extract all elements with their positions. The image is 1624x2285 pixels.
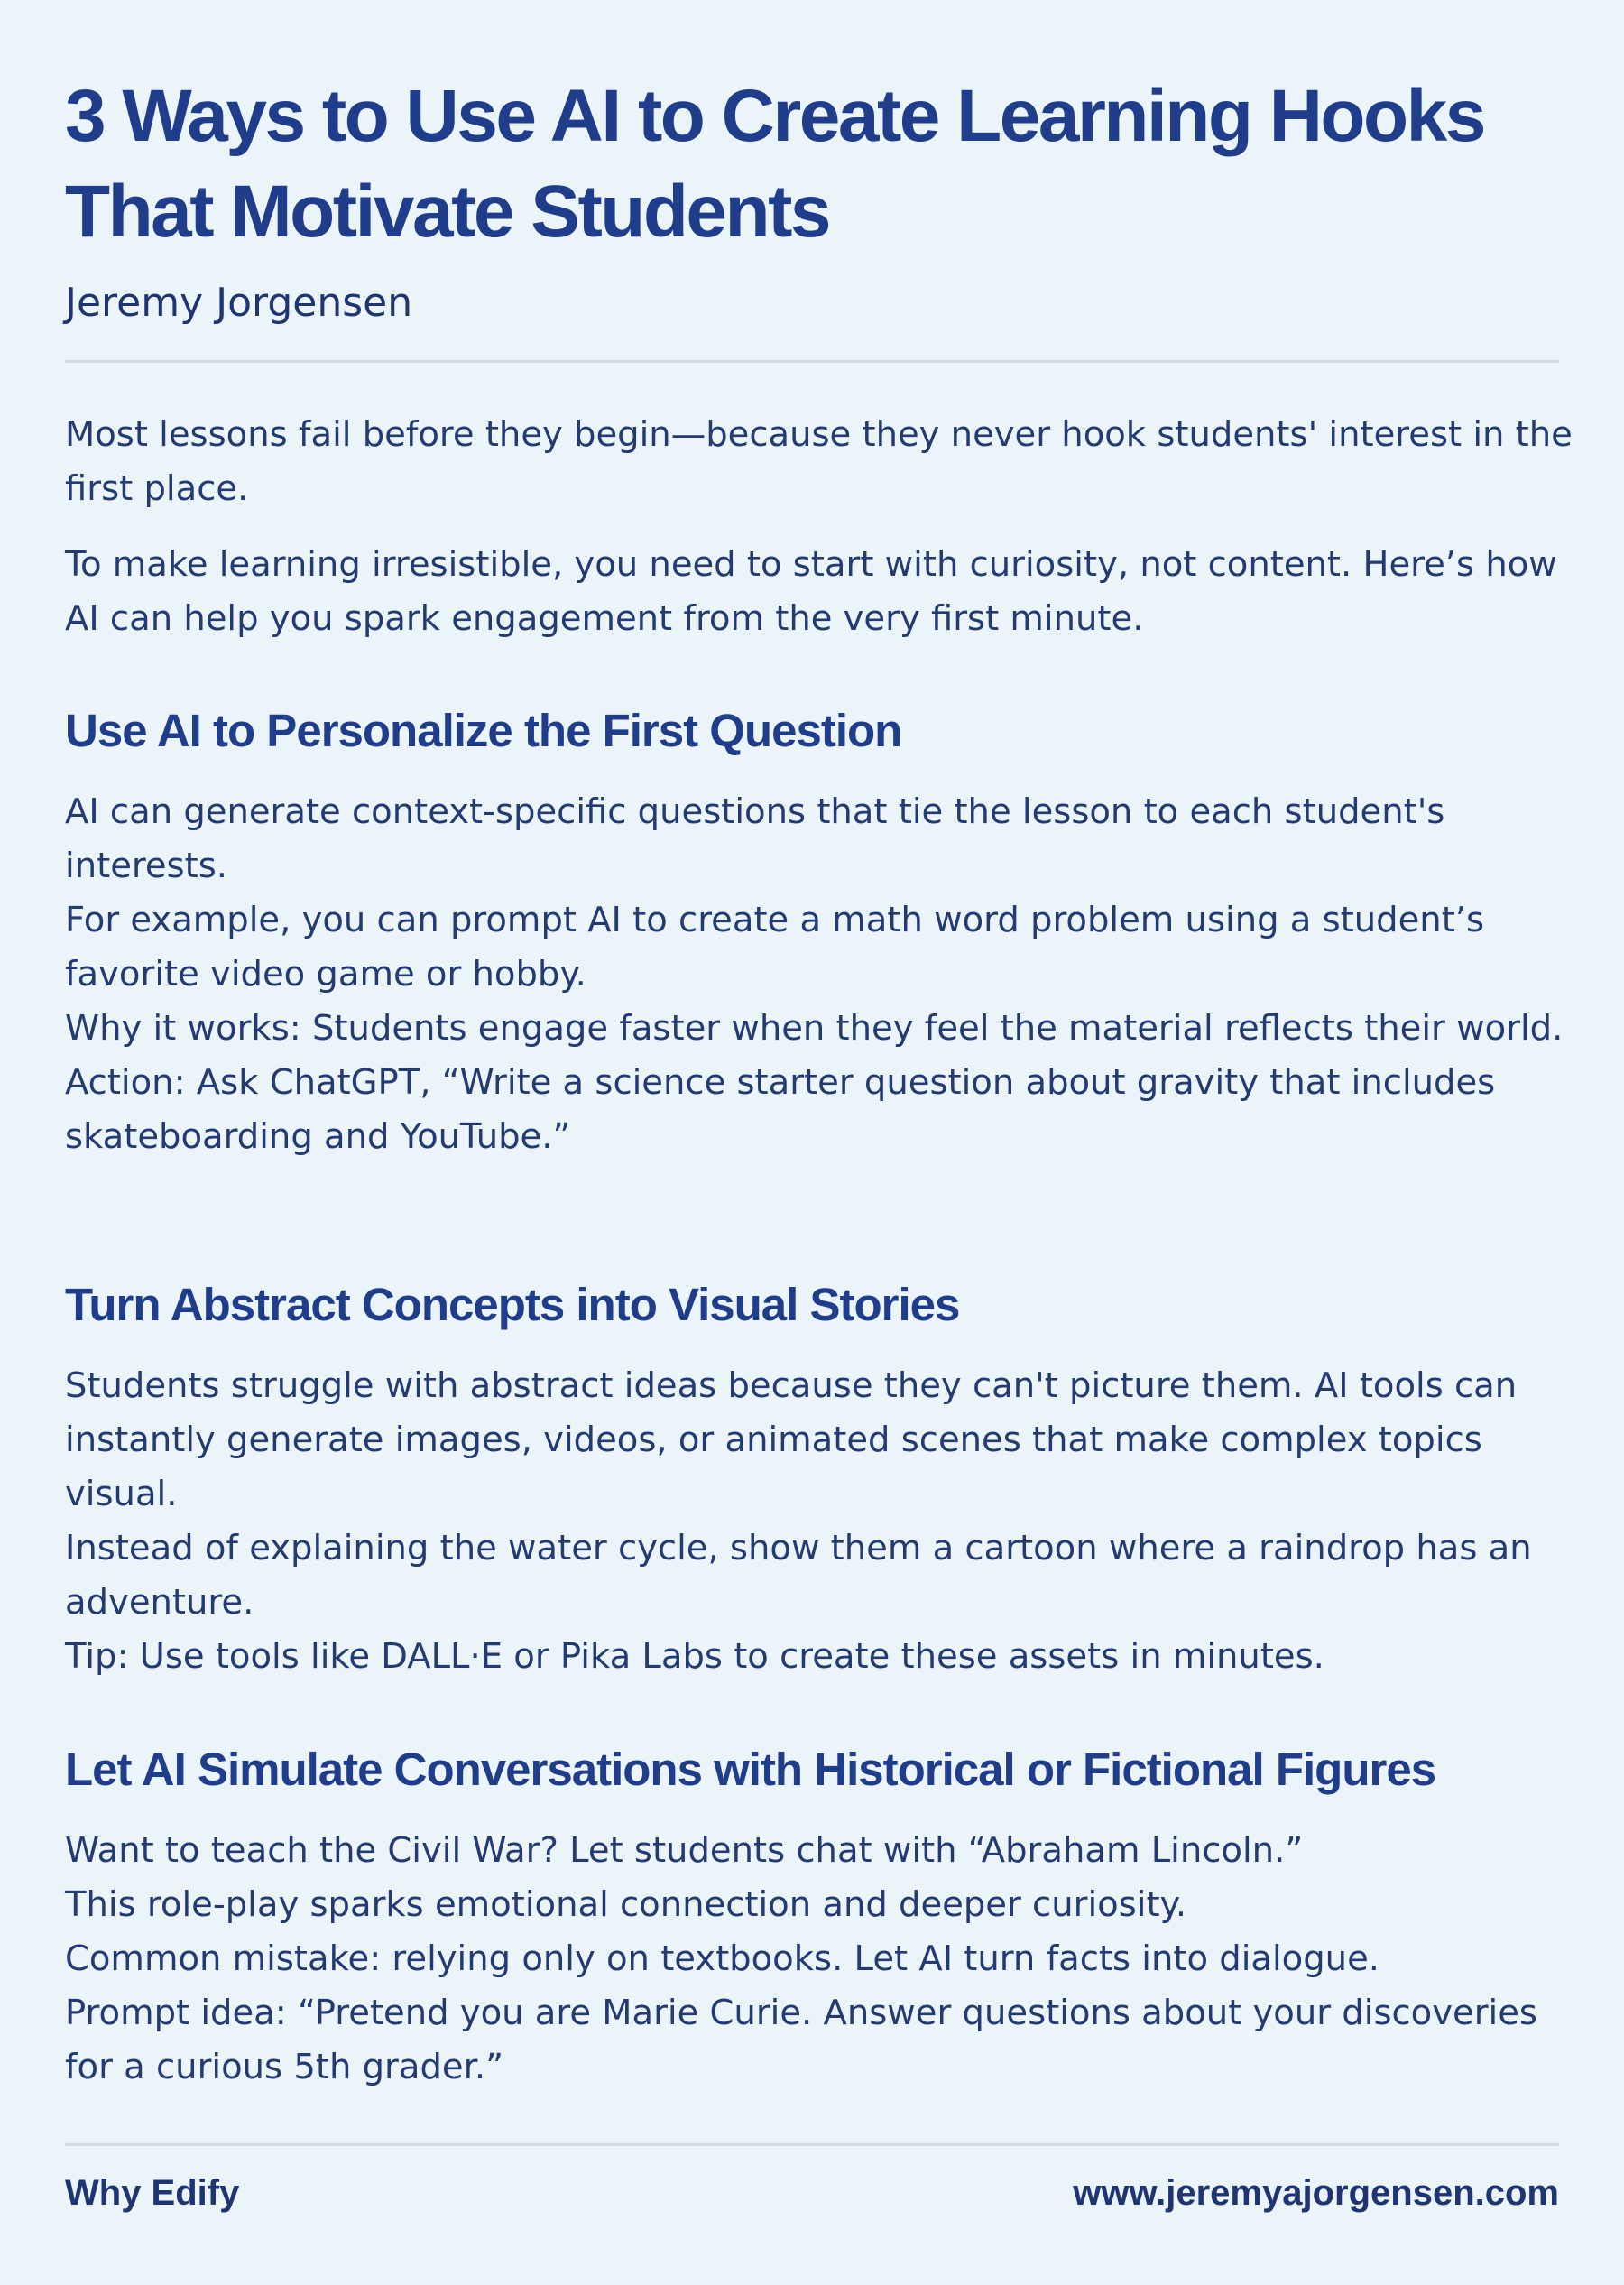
intro-paragraph: Most lessons fail before they begin—because they never hook students' interest in the first place. [65, 414, 1573, 509]
section-line: Want to teach the Civil War? Let students chat with “Abraham Lincoln.” [65, 1830, 1304, 1871]
article-title: 3 Ways to Use AI to Create Learning Hooks That Motivate Students [65, 75, 1484, 253]
section-line: AI can generate context-specific questions that tie the lesson to each student's interests. [65, 791, 1445, 886]
section-line: Common mistake: relying only on textbooks. Let AI turn facts into dialogue. [65, 1938, 1380, 1979]
section-line: Instead of explaining the water cycle, show them a cartoon where a raindrop has an adventure. [65, 1528, 1532, 1623]
section-line: Tip: Use tools like DALL·E or Pika Labs to create these assets in minutes. [65, 1636, 1324, 1677]
section-line: For example, you can prompt AI to create a math word problem using a student’s favorite video game or hobby. [65, 900, 1485, 994]
section-line: This role-play sparks emotional connection and deeper curiosity. [65, 1884, 1187, 1925]
section-line: Why it works: Students engage faster when they feel the material reflects their world. [65, 1008, 1564, 1049]
section-line: Action: Ask ChatGPT, “Write a science starter question about gravity that includes skateboarding and YouTube.” [65, 1062, 1496, 1157]
footer-website: www.jeremyajorgensen.com [1073, 2173, 1559, 2213]
intro-paragraph: To make learning irresistible, you need to start with curiosity, not content. Here’s how AI can help you spark engagement from the very first minute. [65, 544, 1557, 639]
section-personalize [65, 702, 1581, 1164]
header-divider [65, 360, 1559, 363]
author-name: Jeremy Jorgensen [65, 280, 413, 326]
section-heading: Use AI to Personalize the First Question [65, 705, 902, 756]
section-heading: Turn Abstract Concepts into Visual Stories [65, 1279, 960, 1330]
section-heading: Let AI Simulate Conversations with Historical or Fictional Figures [65, 1744, 1436, 1795]
intro-block [65, 408, 1581, 646]
section-line: Prompt idea: “Pretend you are Marie Curie. Answer questions about your discoveries for a curious 5th grader.” [65, 1993, 1537, 2087]
footer-brand: Why Edify [65, 2173, 240, 2213]
footer-divider [65, 2143, 1559, 2146]
section-conversations [65, 1741, 1581, 2095]
section-visual-stories [65, 1276, 1581, 1684]
section-line: Students struggle with abstract ideas because they can't picture them. AI tools can instantly generate images, videos, or animated scenes that make complex topics visual. [65, 1365, 1518, 1514]
